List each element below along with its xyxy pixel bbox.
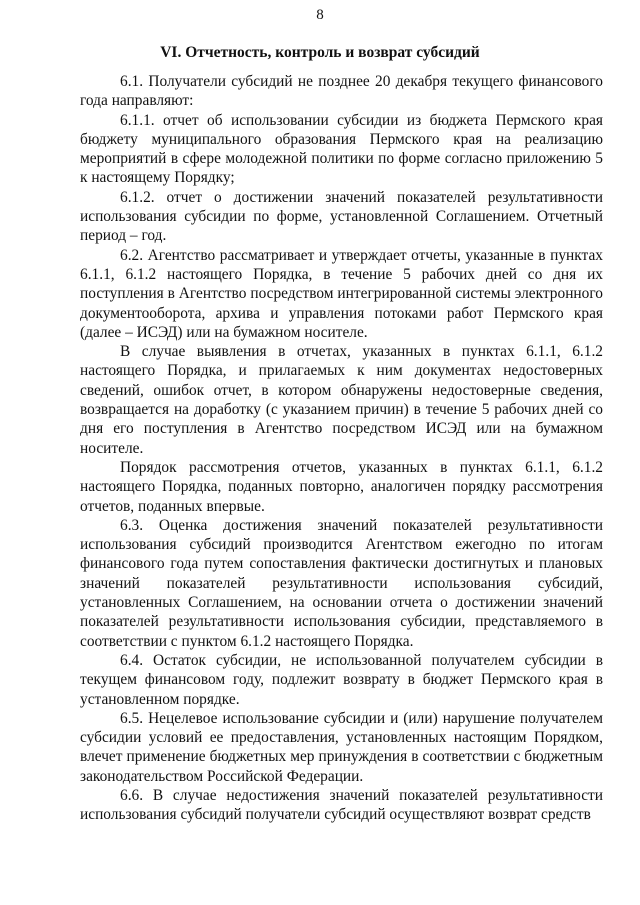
body-text xyxy=(80,72,603,825)
paragraph-6-3: 6.3. Оценка достижения значений показателей результативности использования субсидий производится Агентством ежегодно по итогам финансового года путем сопоставления фактически достигнутых и плановых значений показателей результативности использования субсидий, установленных Соглашением, на основании отчета о достижении значений показателей результативности использования субсидии, представляемого в соответствии с пунктом 6.1.2 настоящего Порядка. xyxy=(80,516,603,650)
paragraph-6-2-errors: В случае выявления в отчетах, указанных в пунктах 6.1.1, 6.1.2 настоящего Порядка, и прилагаемых к ним документах недостоверных сведений, ошибок отчет, в котором обнаружены недостоверные сведения, возвращается на доработку (с указанием причин) в течение 5 рабочих дней со дня его поступления в Агентство посредством ИСЭД или на бумажном носителе. xyxy=(80,343,603,457)
paragraph-6-2-resubmission: Порядок рассмотрения отчетов, указанных в пунктах 6.1.1, 6.1.2 настоящего Порядка, поданных повторно, аналогичен порядку рассмотрения отчетов, поданных впервые. xyxy=(80,458,603,515)
paragraph-6-5: 6.5. Нецелевое использование субсидии и (или) нарушение получателем субсидии условий ее предоставления, установленных настоящим Порядком, влечет применение бюджетных мер принуждения в соответствии с бюджетным законодательством Российской Федерации. xyxy=(80,709,603,785)
page-number: 8 xyxy=(316,7,324,23)
paragraph-6-1: 6.1. Получатели субсидий не позднее 20 декабря текущего финансового года направляют: xyxy=(80,73,603,110)
paragraph-6-1-1: 6.1.1. отчет об использовании субсидии из бюджета Пермского края бюджету муниципального образования Пермского края на реализацию мероприятий в сфере молодежной политики по форме согласно приложению 5 к настоящему Порядку; xyxy=(80,111,603,187)
paragraph-6-6: 6.6. В случае недостижения значений показателей результативности использования субсидий получатели субсидий осуществляют возврат средств xyxy=(80,786,603,824)
paragraph-6-2: 6.2. Агентство рассматривает и утверждает отчеты, указанные в пунктах 6.1.1, 6.1.2 настоящего Порядка, в течение 5 рабочих дней со дня их поступления в Агентство посредством интегрированной системы электронного документооборота, архива и управления потоками работ Пермского края (далее – ИСЭД) или на бумажном носителе. xyxy=(80,246,603,341)
paragraph-6-1-2: 6.1.2. отчет о достижении значений показателей результативности использования субсидии по форме, установленной Соглашением. Отчетный период – год. xyxy=(80,188,603,245)
section-title: VI. Отчетность, контроль и возврат субсидий xyxy=(160,44,480,61)
paragraph-6-4: 6.4. Остаток субсидии, не использованной получателем субсидии в текущем финансовом году, подлежит возврату в бюджет Пермского края в установленном порядке. xyxy=(80,651,603,708)
